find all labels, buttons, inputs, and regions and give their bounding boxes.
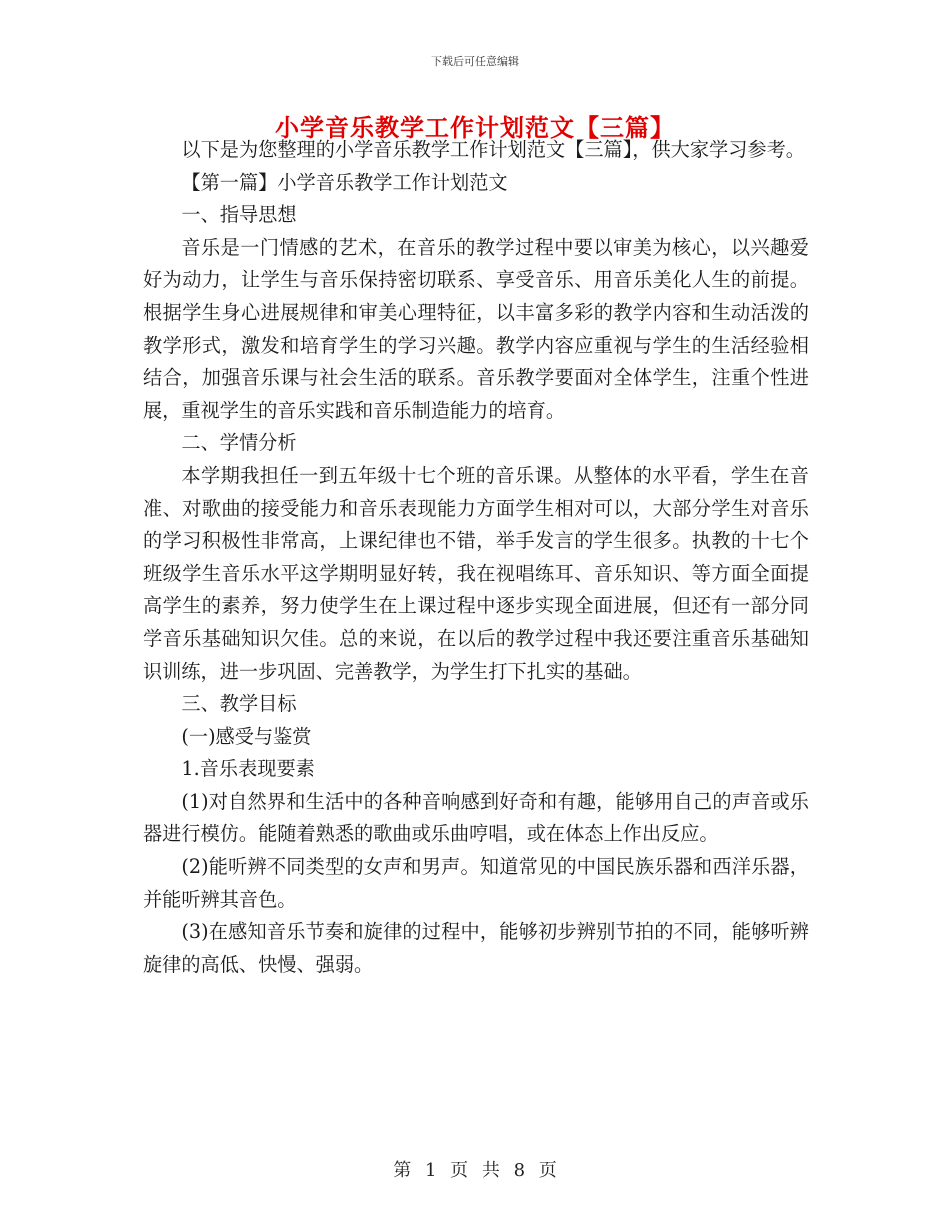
- section-heading: 【第一篇】小学音乐教学工作计划范文: [181, 170, 508, 194]
- footer-label-ye2: 页: [538, 1160, 557, 1181]
- body-paragraph: 本学期我担任一到五年级十七个班的音乐课。从整体的水平看，学生在音准、对歌曲的接受能力和音乐表现能力方面学生相对可以，大部分学生对音乐的学习积极性非常高，上课纪律也不错，举手发言的学生很多。执教的十七个班级学生音乐水平这学期明显好转，我在视唱练耳、音乐知识、等方面全面提高学生的素养，努力使学生在上课过程中逐步实现全面进展，但还有一部分同学音乐基础知识欠佳。总的来说，在以后的教学过程中我还要注重音乐基础知识训练，进一步巩固、完善教学，为学生打下扎实的基础。: [143, 463, 809, 683]
- footer-label-ye: 页: [450, 1160, 469, 1181]
- subsection-heading: 一、指导思想: [181, 203, 297, 227]
- body-paragraph: (3)在感知音乐节奏和旋律的过程中，能够初步辨别节拍的不同，能够听辨旋律的高低、快慢、强弱。: [143, 920, 809, 976]
- footer-current-page: 1: [424, 1160, 437, 1181]
- header-note: 下载后可任意编辑: [431, 55, 519, 68]
- subsection-heading: 三、教学目标: [181, 692, 297, 716]
- subsection-heading: 1.音乐表现要素: [181, 757, 315, 781]
- subsection-heading: (一)感受与鉴赏: [181, 724, 312, 748]
- footer-label-total: 共: [481, 1160, 500, 1181]
- body-paragraph: 音乐是一门情感的艺术，在音乐的教学过程中要以审美为核心，以兴趣爱好为动力，让学生与音乐保持密切联系、享受音乐、用音乐美化人生的前提。根据学生身心进展规律和审美心理特征，以丰富多彩的教学内容和生动活泼的教学形式，激发和培育学生的学习兴趣。教学内容应重视与学生的生活经验相结合，加强音乐课与社会生活的联系。音乐教学要面对全体学生，注重个性进展，重视学生的音乐实践和音乐制造能力的培育。: [143, 235, 809, 422]
- page-footer: [0, 1156, 950, 1182]
- document-body: [143, 134, 809, 981]
- footer-total-pages: 8: [513, 1160, 526, 1181]
- footer-label-page: 第: [393, 1160, 412, 1181]
- body-paragraph: (1)对自然界和生活中的各种音响感到好奇和有趣，能够用自己的声音或乐器进行模仿。能随着熟悉的歌曲或乐曲哼唱，或在体态上作出反应。: [143, 789, 809, 846]
- subsection-heading: 二、学情分析: [181, 431, 297, 455]
- body-paragraph: (2)能听辨不同类型的女声和男声。知道常见的中国民族乐器和西洋乐器，并能听辨其音色。: [143, 855, 809, 911]
- intro-paragraph: 以下是为您整理的小学音乐教学工作计划范文【三篇】，供大家学习参考。: [181, 138, 805, 161]
- document-title: 小学音乐教学工作计划范文【三篇】: [275, 113, 675, 142]
